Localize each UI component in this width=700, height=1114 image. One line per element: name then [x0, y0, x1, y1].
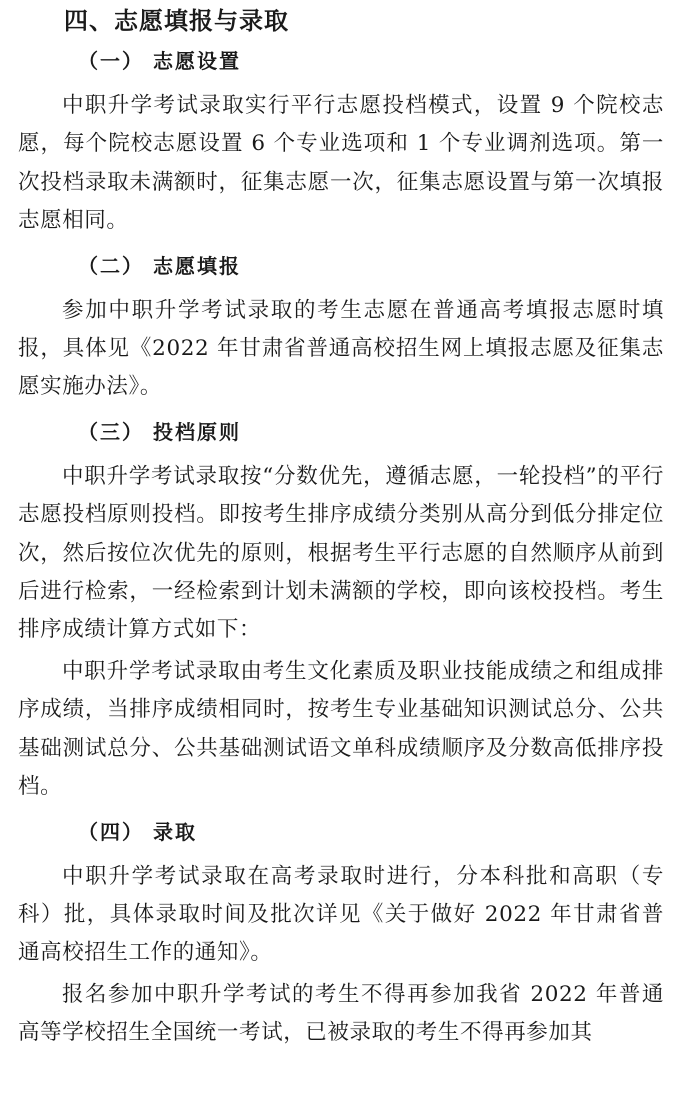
- paragraph-admission: 中职升学考试录取在高考录取时进行，分本科批和高职（专科）批，具体录取时间及批次详见《关于做好 2022 年甘肃省普通高校招生工作的通知》。: [18, 863, 664, 966]
- subsection-admission: [18, 817, 664, 1053]
- subsection-heading-settings: （一） 志愿设置: [78, 49, 241, 73]
- subsection-heading-filling: （二） 志愿填报: [78, 253, 241, 278]
- section-title: 四、志愿填报与录取: [64, 7, 289, 35]
- paragraph-exam-restriction: 报名参加中职升学考试的考生不得再参加我省 2022 年普通高等学校招生全国统一考试，已被录取的考生不得再参加其: [18, 981, 664, 1046]
- paragraph-principles: 中职升学考试录取按“分数优先，遵循志愿，一轮投档”的平行志愿投档原则投档。即按考生排序成绩分类别从高分到低分排定位次，然后按位次优先的原则，根据考生平行志愿的自然顺序从前到后进行检索，一经检索到计划未满额的学校，即向该校投档。考生排序成绩计算方式如下：: [18, 463, 664, 643]
- paragraph-filling: 参加中职升学考试录取的考生志愿在普通高考填报志愿时填报，具体见《2022 年甘肃省普通高校招生网上填报志愿及征集志愿实施办法》。: [18, 297, 664, 400]
- subsection-heading-admission: （四） 录取: [78, 819, 197, 844]
- subsection-settings: [18, 46, 664, 241]
- paragraph-settings: 中职升学考试录取实行平行志愿投档模式，设置 9 个院校志愿，每个院校志愿设置 6 个专业选项和 1 个专业调剂选项。第一次投档录取未满额时，征集志愿一次，征集志愿设置与第一次填报志愿相同。: [18, 93, 664, 234]
- subsection-heading-principles: （三） 投档原则: [78, 419, 241, 444]
- paragraph-ranking-method: 中职升学考试录取由考生文化素质及职业技能成绩之和组成排序成绩，当排序成绩相同时，按考生专业基础知识测试总分、公共基础测试总分、公共基础测试语文单科成绩顺序及分数高低排序投档。: [18, 658, 664, 800]
- subsection-principles: [18, 417, 664, 807]
- subsection-filling: [18, 251, 664, 407]
